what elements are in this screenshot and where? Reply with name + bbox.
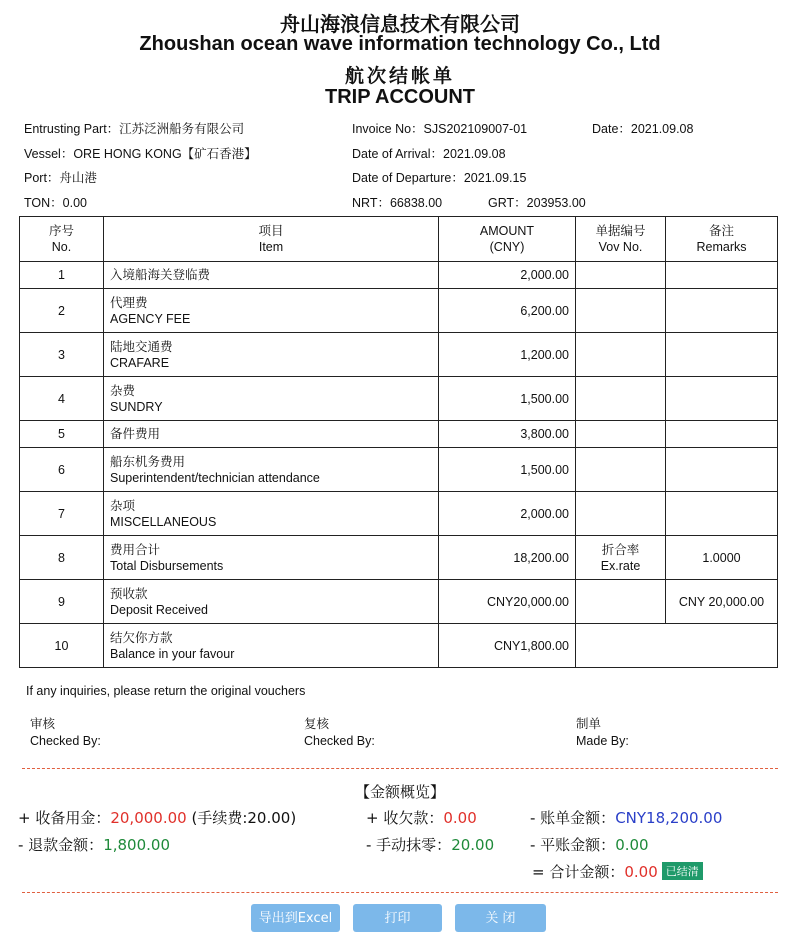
document-title-en: TRIP ACCOUNT xyxy=(325,86,475,108)
table-row: 5 备件费用 3,800.00 xyxy=(20,421,778,448)
date-of-departure: Date of Departure：2021.09.15 xyxy=(352,171,527,185)
balance-amount: - 平账金额：0.00 xyxy=(530,836,649,854)
exchange-rate-label: 折合率 Ex.rate xyxy=(576,536,666,580)
col-remarks-header: 备注 Remarks xyxy=(666,217,778,262)
company-name-en: Zhoushan ocean wave information technology Co., Ltd xyxy=(139,33,661,55)
vessel: Vessel：ORE HONG KONG【矿石香港】 xyxy=(24,147,257,161)
exchange-rate-value: 1.0000 xyxy=(666,536,778,580)
refund-amount: - 退款金额：1,800.00 xyxy=(18,836,170,854)
checked-by-1: 审核 Checked By: xyxy=(30,717,101,748)
col-no-header: 序号 No. xyxy=(20,217,104,262)
date: Date：2021.09.08 xyxy=(592,122,694,136)
table-row: 7 杂项 MISCELLANEOUS 2,000.00 xyxy=(20,492,778,536)
export-excel-button[interactable]: 导出到Excel xyxy=(251,904,340,932)
manual-writeoff: - 手动抹零：20.00 xyxy=(366,836,495,854)
document-title-cn: 航次结帐单 xyxy=(344,65,455,87)
divider xyxy=(22,768,778,769)
made-by: 制单 Made By: xyxy=(576,717,629,748)
print-button[interactable]: 打印 xyxy=(353,904,442,932)
company-name-cn: 舟山海浪信息技术有限公司 xyxy=(280,12,520,36)
status-badge: 已结清 xyxy=(662,862,703,880)
close-button[interactable]: 关 闭 xyxy=(455,904,546,932)
ton: TON：0.00 xyxy=(24,196,87,210)
col-item-header: 项目 Item xyxy=(104,217,439,262)
table-row: 3 陆地交通费 CRAFARE 1,200.00 xyxy=(20,333,778,377)
divider xyxy=(22,892,778,893)
date-of-arrival: Date of Arrival：2021.09.08 xyxy=(352,147,506,161)
entrusting-part: Entrusting Part：江苏泛洲船务有限公司 xyxy=(24,122,245,136)
invoice-no: Invoice No：SJS202109007-01 xyxy=(352,122,528,136)
table-row: 1 入境船海关登临费 2,000.00 xyxy=(20,262,778,289)
total-amount: = 合计金额：0.00 已结清 xyxy=(532,861,703,882)
col-vov-header: 单据编号 Vov No. xyxy=(576,217,666,262)
grt: GRT：203953.00 xyxy=(488,196,586,210)
table-row: 9 预收款 Deposit Received CNY20,000.00 CNY 20,000.00 xyxy=(20,580,778,624)
checked-by-2: 复核 Checked By: xyxy=(304,717,375,748)
nrt: NRT：66838.00 xyxy=(352,196,443,210)
received-deposit: + 收备用金：20,000.00 (手续费:20.00) xyxy=(18,809,297,827)
trip-account-table xyxy=(19,216,778,668)
inquiry-note: If any inquiries, please return the original vouchers xyxy=(26,684,306,698)
table-row: 6 船东机务费用 Superintendent/technician attendance 1,500.00 xyxy=(20,448,778,492)
summary-title: 【金额概览】 xyxy=(354,783,445,801)
port: Port：舟山港 xyxy=(24,171,97,185)
col-amount-header: AMOUNT (CNY) xyxy=(439,217,576,262)
received-outstanding: + 收欠款：0.00 xyxy=(366,809,477,827)
table-header-row xyxy=(20,217,778,262)
table-row: 2 代理费 AGENCY FEE 6,200.00 xyxy=(20,289,778,333)
table-row: 4 杂费 SUNDRY 1,500.00 xyxy=(20,377,778,421)
table-row: 10 结欠你方款 Balance in your favour CNY1,800.00 xyxy=(20,624,778,668)
bill-amount: - 账单金额：CNY18,200.00 xyxy=(530,809,723,827)
table-row: 8 费用合计 Total Disbursements 18,200.00 折合率 Ex.rate 1.0000 xyxy=(20,536,778,580)
